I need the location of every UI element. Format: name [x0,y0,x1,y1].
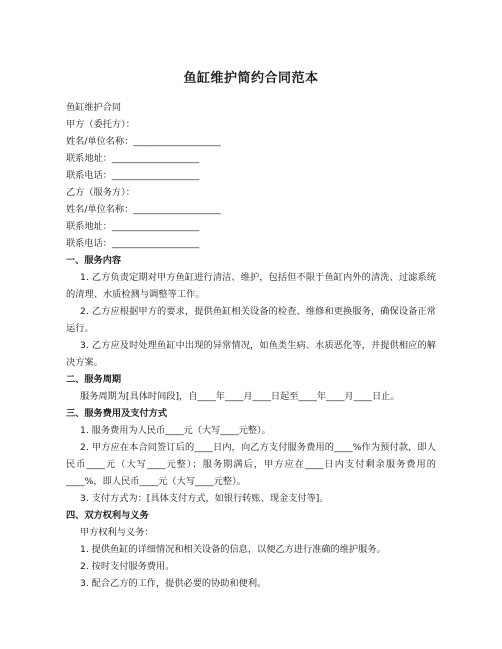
party-a-label: 甲方（委托方）： [66,119,135,130]
paragraph: 1. 乙方负责定期对甲方鱼缸进行清洁、维护，包括但不限于鱼缸内外的清洗、过滤系统的清理、水质检测与调整等工作。 [66,272,436,300]
party-b-phone-field: 联系电话：___________________ [66,238,200,249]
paragraph: 2. 乙方应根据甲方的要求，提供鱼缸相关设备的检查、维修和更换服务，确保设备正常运行。 [66,306,436,334]
contract-subtitle: 鱼缸维护合同 [66,102,122,113]
fee-line: 1. 服务费用为人民币____元（大写____元整）。 [80,425,271,436]
party-b-name-field: 姓名/单位名称：___________________ [66,204,221,215]
list-item: 3. 配合乙方的工作，提供必要的协助和便利。 [80,578,267,589]
list-item: 2. 按时支付服务费用。 [80,561,175,572]
party-b-address-field: 联系地址：___________________ [66,221,200,232]
section-heading-fees: 三、服务费用及支付方式 [66,408,168,419]
service-period-line: 服务周期为[具体时间段]，自____年____月____日起至____年____月____日止。 [80,391,400,402]
section-heading-service-period: 二、服务周期 [66,374,122,385]
section-heading-rights: 四、双方权利与义务 [66,510,149,521]
party-a-phone-field: 联系电话：___________________ [66,170,200,181]
party-a-rights-label: 甲方权利与义务： [80,527,154,538]
list-item: 1. 提供鱼缸的详细情况和相关设备的信息，以便乙方进行准确的维护服务。 [80,544,386,555]
party-a-name-field: 姓名/单位名称：___________________ [66,136,221,147]
document-title: 鱼缸维护简约合同范本 [183,71,319,86]
party-a-address-field: 联系地址：___________________ [66,153,200,164]
paragraph: 3. 乙方应及时处理鱼缸中出现的异常情况，如鱼类生病、水质恶化等，并提供相应的解决方案。 [66,340,436,368]
payment-method-line: 3. 支付方式为：[具体支付方式，如银行转账、现金支付等]。 [80,493,329,504]
paragraph: 2. 甲方应在本合同签订后的____日内，向乙方支付服务费用的____%作为预付款，即人民币____元（大写____元整）；服务期满后，甲方应在____日内支付剩余服务费用的____%，即人民币____元（大写____元整）。 [66,442,436,487]
party-b-label: 乙方（服务方）： [66,187,135,198]
section-heading-service-content: 一、服务内容 [66,255,122,266]
